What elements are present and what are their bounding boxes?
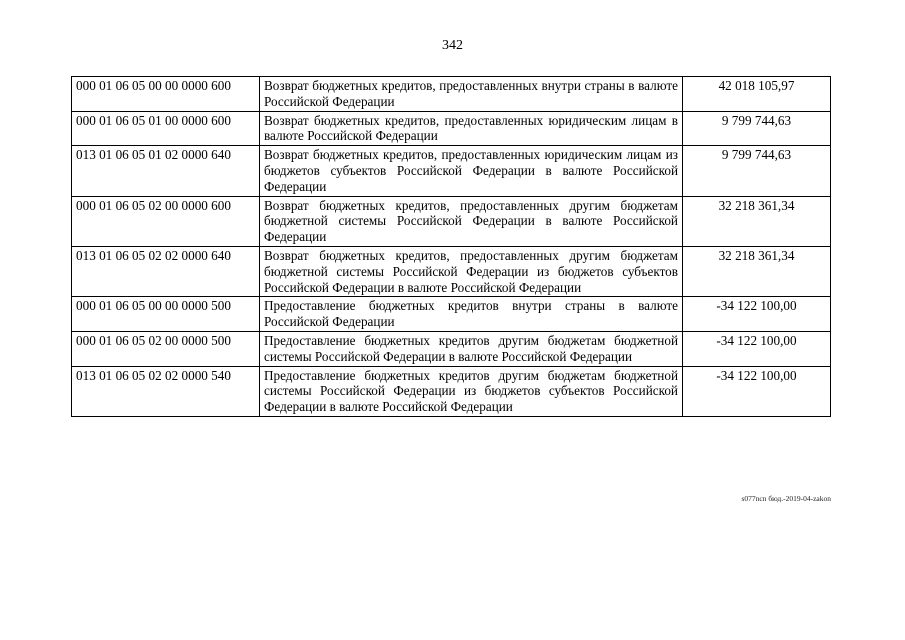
table-row xyxy=(72,246,831,296)
document-footer-tag: s077ncn бюд.-2019-04-zakon xyxy=(741,494,831,503)
description-cell: Возврат бюджетных кредитов, предоставленных юридическим лицам в валюте Российской Федерации xyxy=(260,111,683,146)
table-row xyxy=(72,146,831,196)
description-cell: Возврат бюджетных кредитов, предоставленных другим бюджетам бюджетной системы Российской Федерации в валюте Российской Федерации xyxy=(260,196,683,246)
table-row xyxy=(72,196,831,246)
table-row xyxy=(72,297,831,332)
budget-sources-table xyxy=(71,76,831,417)
amount-cell: 9 799 744,63 xyxy=(683,146,831,196)
budget-code-cell: 013 01 06 05 01 02 0000 640 xyxy=(72,146,260,196)
description-cell: Предоставление бюджетных кредитов внутри страны в валюте Российской Федерации xyxy=(260,297,683,332)
budget-code-cell: 013 01 06 05 02 02 0000 640 xyxy=(72,246,260,296)
budget-code-cell: 000 01 06 05 00 00 0000 500 xyxy=(72,297,260,332)
amount-cell: 32 218 361,34 xyxy=(683,246,831,296)
table-row xyxy=(72,77,831,112)
description-cell: Возврат бюджетных кредитов, предоставленных внутри страны в валюте Российской Федерации xyxy=(260,77,683,112)
budget-code-cell: 000 01 06 05 02 00 0000 600 xyxy=(72,196,260,246)
table-row xyxy=(72,331,831,366)
budget-code-cell: 000 01 06 05 02 00 0000 500 xyxy=(72,331,260,366)
amount-cell: -34 122 100,00 xyxy=(683,366,831,416)
amount-cell: 9 799 744,63 xyxy=(683,111,831,146)
description-cell: Возврат бюджетных кредитов, предоставленных другим бюджетам бюджетной системы Российской Федерации из бюджетов субъектов Российской Федерации в валюте Российской Федерации xyxy=(260,246,683,296)
amount-cell: 42 018 105,97 xyxy=(683,77,831,112)
description-cell: Предоставление бюджетных кредитов другим бюджетам бюджетной системы Российской Федерации в валюте Российской Федерации xyxy=(260,331,683,366)
budget-code-cell: 013 01 06 05 02 02 0000 540 xyxy=(72,366,260,416)
table-row xyxy=(72,111,831,146)
budget-code-cell: 000 01 06 05 01 00 0000 600 xyxy=(72,111,260,146)
amount-cell: -34 122 100,00 xyxy=(683,331,831,366)
budget-code-cell: 000 01 06 05 00 00 0000 600 xyxy=(72,77,260,112)
amount-cell: 32 218 361,34 xyxy=(683,196,831,246)
description-cell: Возврат бюджетных кредитов, предоставленных юридическим лицам из бюджетов субъектов Российской Федерации в валюте Российской Федерации xyxy=(260,146,683,196)
description-cell: Предоставление бюджетных кредитов другим бюджетам бюджетной системы Российской Федерации из бюджетов субъектов Российской Федерации в валюте Российской Федерации xyxy=(260,366,683,416)
table-row xyxy=(72,366,831,416)
amount-cell: -34 122 100,00 xyxy=(683,297,831,332)
page-number: 342 xyxy=(442,38,463,53)
